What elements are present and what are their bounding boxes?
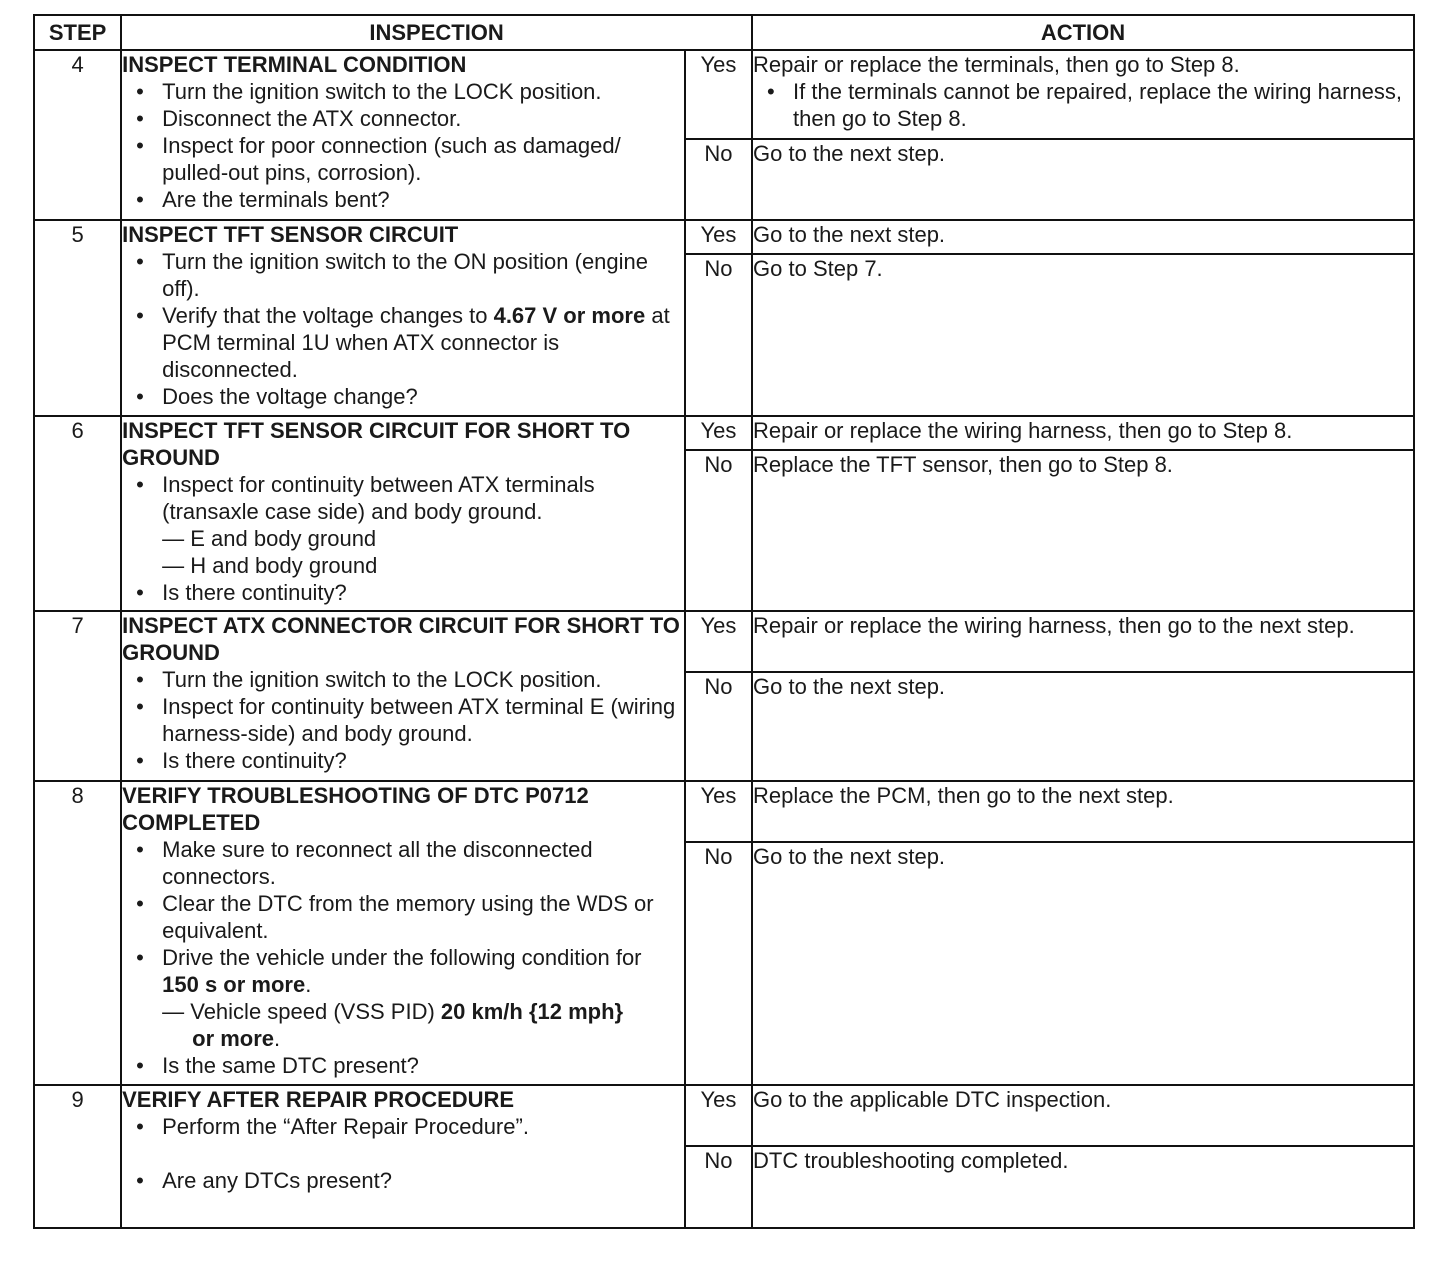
inspection-list bbox=[122, 248, 684, 410]
answer-no: No bbox=[685, 672, 752, 781]
answer-yes: Yes bbox=[685, 50, 752, 139]
action-yes: Go to the applicable DTC inspection. bbox=[752, 1085, 1414, 1146]
step-row-6-yes bbox=[34, 416, 1414, 450]
text-run: Inspect for continuity between ATX terminals (transaxle case side) and body ground. bbox=[162, 472, 595, 524]
inspection-item bbox=[136, 944, 684, 1052]
answer-yes: Yes bbox=[685, 611, 752, 672]
inspection-item: • Perform the “After Repair Procedure”. bbox=[136, 1113, 684, 1140]
diagnostic-procedure-table bbox=[33, 14, 1415, 1229]
action-no: Go to the next step. bbox=[752, 139, 1414, 220]
header-inspection: INSPECTION bbox=[121, 15, 752, 50]
inspection-list bbox=[122, 78, 684, 213]
step-row-7-yes bbox=[34, 611, 1414, 672]
step-number: 7 bbox=[34, 611, 121, 781]
inspection-list bbox=[122, 1113, 684, 1194]
inspection-cell bbox=[121, 416, 685, 611]
answer-no: No bbox=[685, 450, 752, 611]
spec-value: 20 km/h {12 mph} bbox=[440, 999, 624, 1024]
text-run: at PCM terminal 1U when ATX connector is disconnected. bbox=[162, 303, 670, 382]
inspection-item: • Turn the ignition switch to the ON position (engine off). bbox=[136, 248, 684, 302]
step-row-4-yes bbox=[34, 50, 1414, 139]
action-list bbox=[753, 78, 1413, 132]
action-yes bbox=[752, 50, 1414, 139]
action-text: Repair or replace the terminals, then go to Step 8. bbox=[753, 52, 1240, 77]
header-step: STEP bbox=[34, 15, 121, 50]
step-number: 5 bbox=[34, 220, 121, 416]
inspection-item: • Turn the ignition switch to the LOCK position. bbox=[136, 78, 684, 105]
header-action: ACTION bbox=[752, 15, 1414, 50]
step-number: 6 bbox=[34, 416, 121, 611]
sub-item-continued bbox=[162, 1025, 684, 1052]
sub-item: — H and body ground bbox=[162, 553, 378, 578]
inspection-list bbox=[122, 666, 684, 774]
spec-value: or more bbox=[192, 1026, 275, 1051]
sub-item: — E and body ground bbox=[162, 526, 377, 551]
step-number: 4 bbox=[34, 50, 121, 220]
action-no: Replace the TFT sensor, then go to Step 8. bbox=[752, 450, 1414, 611]
action-yes: Replace the PCM, then go to the next step. bbox=[752, 781, 1414, 842]
answer-yes: Yes bbox=[685, 1085, 752, 1146]
text-run: . bbox=[274, 1026, 281, 1051]
action-no: Go to the next step. bbox=[752, 672, 1414, 781]
inspection-item: • Is the same DTC present? bbox=[136, 1052, 684, 1079]
action-no: Go to the next step. bbox=[752, 842, 1414, 1085]
action-yes: Repair or replace the wiring harness, then go to Step 8. bbox=[752, 416, 1414, 450]
inspection-item: • Is there continuity? bbox=[136, 579, 684, 606]
answer-no: No bbox=[685, 139, 752, 220]
inspection-item bbox=[136, 302, 684, 383]
inspection-cell bbox=[121, 50, 685, 220]
action-item: • If the terminals cannot be repaired, replace the wiring harness, then go to Step 8. bbox=[767, 78, 1413, 132]
inspection-item: • Turn the ignition switch to the LOCK position. bbox=[136, 666, 684, 693]
inspection-title: INSPECT TFT SENSOR CIRCUIT FOR SHORT TO GROUND bbox=[122, 418, 631, 470]
answer-yes: Yes bbox=[685, 416, 752, 450]
inspection-cell bbox=[121, 1085, 685, 1228]
inspection-item bbox=[136, 471, 684, 579]
step-number: 8 bbox=[34, 781, 121, 1085]
action-no: Go to Step 7. bbox=[752, 254, 1414, 416]
inspection-item: • Clear the DTC from the memory using the WDS or equivalent. bbox=[136, 890, 684, 944]
inspection-list bbox=[122, 471, 684, 606]
inspection-list bbox=[122, 836, 684, 1079]
inspection-item: • Make sure to reconnect all the disconnected connectors. bbox=[136, 836, 684, 890]
inspection-cell bbox=[121, 781, 685, 1085]
sub-item bbox=[162, 998, 684, 1025]
spec-value: 150 s or more bbox=[162, 972, 306, 997]
inspection-title: VERIFY AFTER REPAIR PROCEDURE bbox=[122, 1087, 515, 1112]
step-number: 9 bbox=[34, 1085, 121, 1228]
answer-no: No bbox=[685, 1146, 752, 1228]
inspection-cell bbox=[121, 220, 685, 416]
inspection-item: • Is there continuity? bbox=[136, 747, 684, 774]
action-yes: Repair or replace the wiring harness, then go to the next step. bbox=[752, 611, 1414, 672]
inspection-item: • Inspect for poor connection (such as damaged/ pulled-out pins, corrosion). bbox=[136, 132, 684, 186]
text-run: Verify that the voltage changes to bbox=[162, 303, 494, 328]
answer-yes: Yes bbox=[685, 220, 752, 254]
inspection-title: INSPECT TFT SENSOR CIRCUIT bbox=[122, 222, 459, 247]
step-row-5-yes bbox=[34, 220, 1414, 254]
inspection-title: INSPECT ATX CONNECTOR CIRCUIT FOR SHORT TO GROUND bbox=[122, 613, 680, 665]
answer-no: No bbox=[685, 254, 752, 416]
step-row-9-yes bbox=[34, 1085, 1414, 1146]
inspection-item: • Inspect for continuity between ATX terminal E (wiring harness-side) and body ground. bbox=[136, 693, 684, 747]
action-no: DTC troubleshooting completed. bbox=[752, 1146, 1414, 1228]
action-yes: Go to the next step. bbox=[752, 220, 1414, 254]
inspection-title: INSPECT TERMINAL CONDITION bbox=[122, 52, 467, 77]
step-row-8-yes bbox=[34, 781, 1414, 842]
text-run: — Vehicle speed (VSS PID) bbox=[162, 999, 441, 1024]
inspection-title: VERIFY TROUBLESHOOTING OF DTC P0712 COMPLETED bbox=[122, 783, 589, 835]
text-run: Drive the vehicle under the following condition for bbox=[162, 945, 642, 970]
inspection-item: • Does the voltage change? bbox=[136, 383, 684, 410]
inspection-item: • Disconnect the ATX connector. bbox=[136, 105, 684, 132]
inspection-item: • Are the terminals bent? bbox=[136, 186, 684, 213]
inspection-cell bbox=[121, 611, 685, 781]
text-run: . bbox=[305, 972, 312, 997]
spacer bbox=[136, 1140, 684, 1167]
header-row bbox=[34, 15, 1414, 50]
spec-value: 4.67 V or more bbox=[493, 303, 646, 328]
answer-no: No bbox=[685, 842, 752, 1085]
answer-yes: Yes bbox=[685, 781, 752, 842]
inspection-item: • Are any DTCs present? bbox=[136, 1167, 684, 1194]
